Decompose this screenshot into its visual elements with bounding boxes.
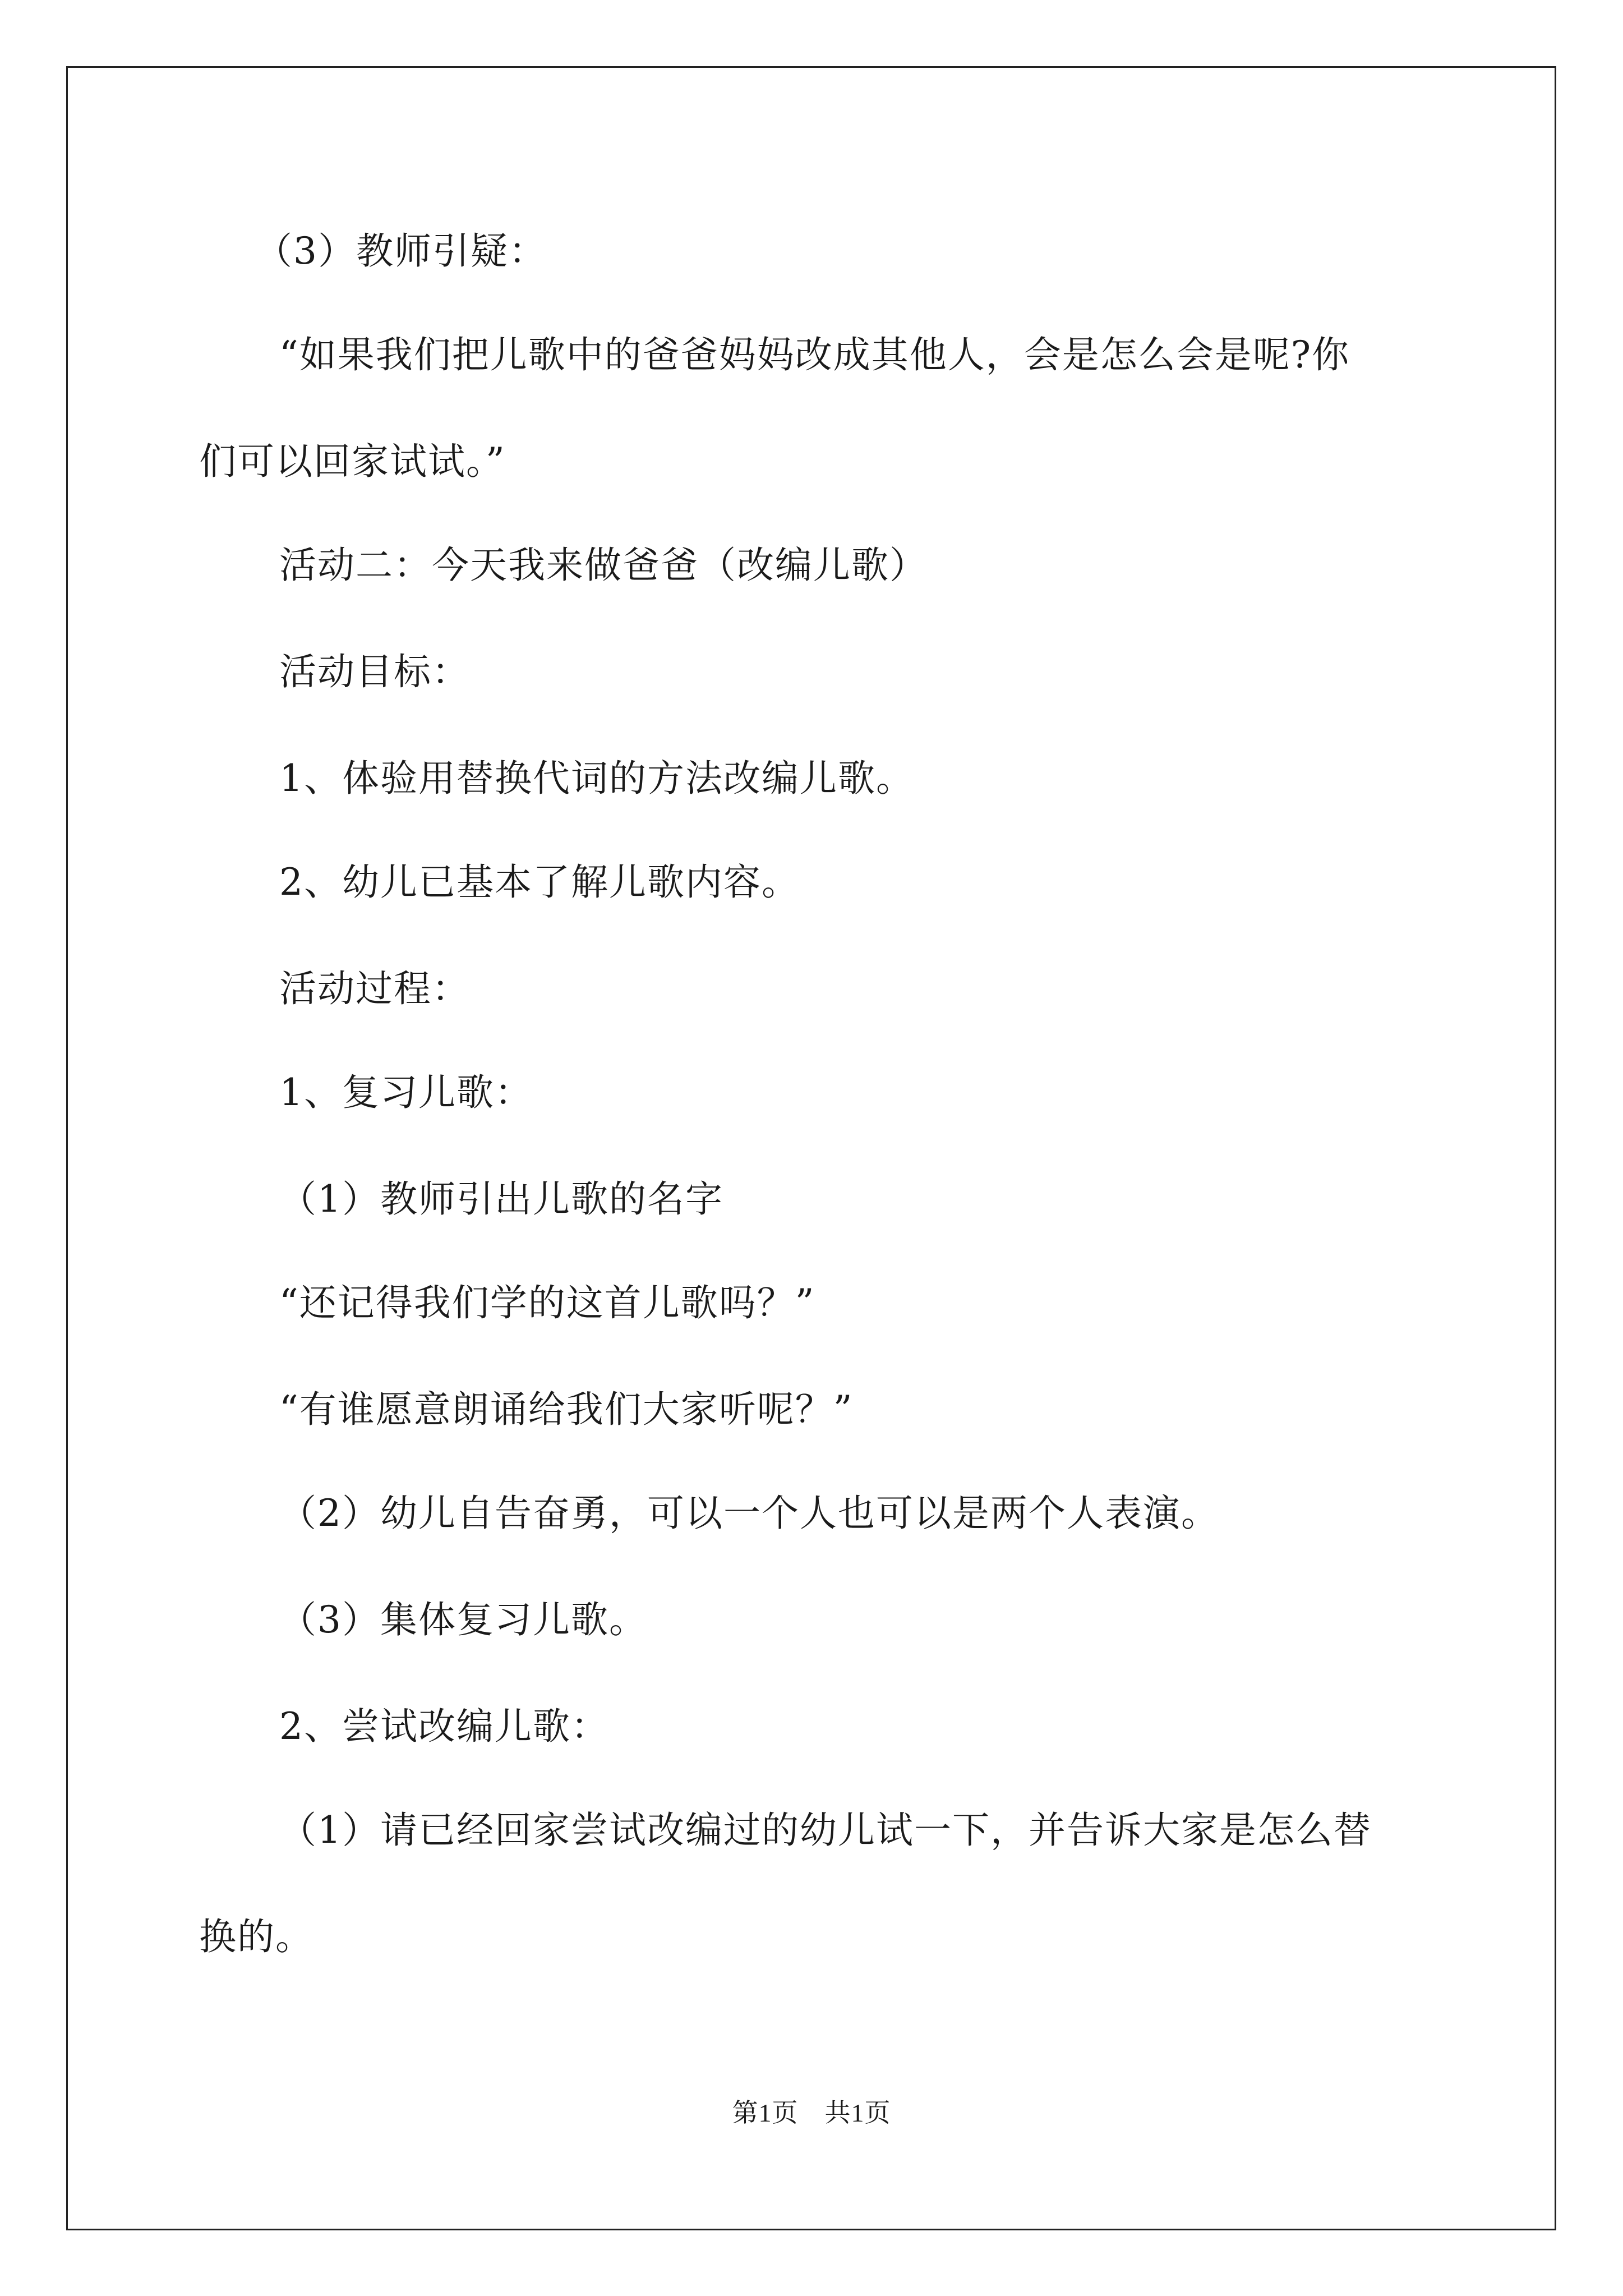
- process-step-2-sub-1-line-2: 换的。: [199, 1915, 313, 1958]
- goal-item-2: 2、幼儿已基本了解儿歌内容。: [279, 861, 800, 904]
- process-step-1-sub-2: （2）幼儿自告奋勇，可以一个人也可以是两个人表演。: [279, 1492, 1219, 1535]
- paragraph-quote-line-1: “如果我们把儿歌中的爸爸妈妈改成其他人，会是怎么会是呢?你: [279, 333, 1350, 376]
- goal-item-1: 1、体验用替换代词的方法改编儿歌。: [279, 757, 914, 800]
- activity-two-heading: 活动二：今天我来做爸爸（改编儿歌）: [279, 544, 928, 587]
- process-step-2: 2、尝试改编儿歌：: [279, 1705, 609, 1748]
- quote-who-recites: “有谁愿意朗诵给我们大家听呢？”: [279, 1388, 854, 1431]
- page-number-footer: 第1页 共1页: [732, 2099, 891, 2127]
- paragraph-teacher-question: （3）教师引疑：: [255, 229, 547, 273]
- process-step-2-sub-1-line-1: （1）请已经回家尝试改编过的幼儿试一下，并告诉大家是怎么替: [279, 1809, 1372, 1852]
- process-step-1-sub-1: （1）教师引出儿歌的名字: [279, 1177, 723, 1221]
- process-step-1: 1、复习儿歌：: [279, 1071, 533, 1114]
- process-step-1-sub-3: （3）集体复习儿歌。: [279, 1598, 647, 1641]
- quote-remember-song: “还记得我们学的这首儿歌吗？”: [279, 1281, 815, 1324]
- paragraph-quote-line-2: 们可以回家试试。”: [199, 440, 506, 483]
- activity-process-heading: 活动过程：: [279, 967, 470, 1010]
- activity-goals-heading: 活动目标：: [279, 650, 470, 693]
